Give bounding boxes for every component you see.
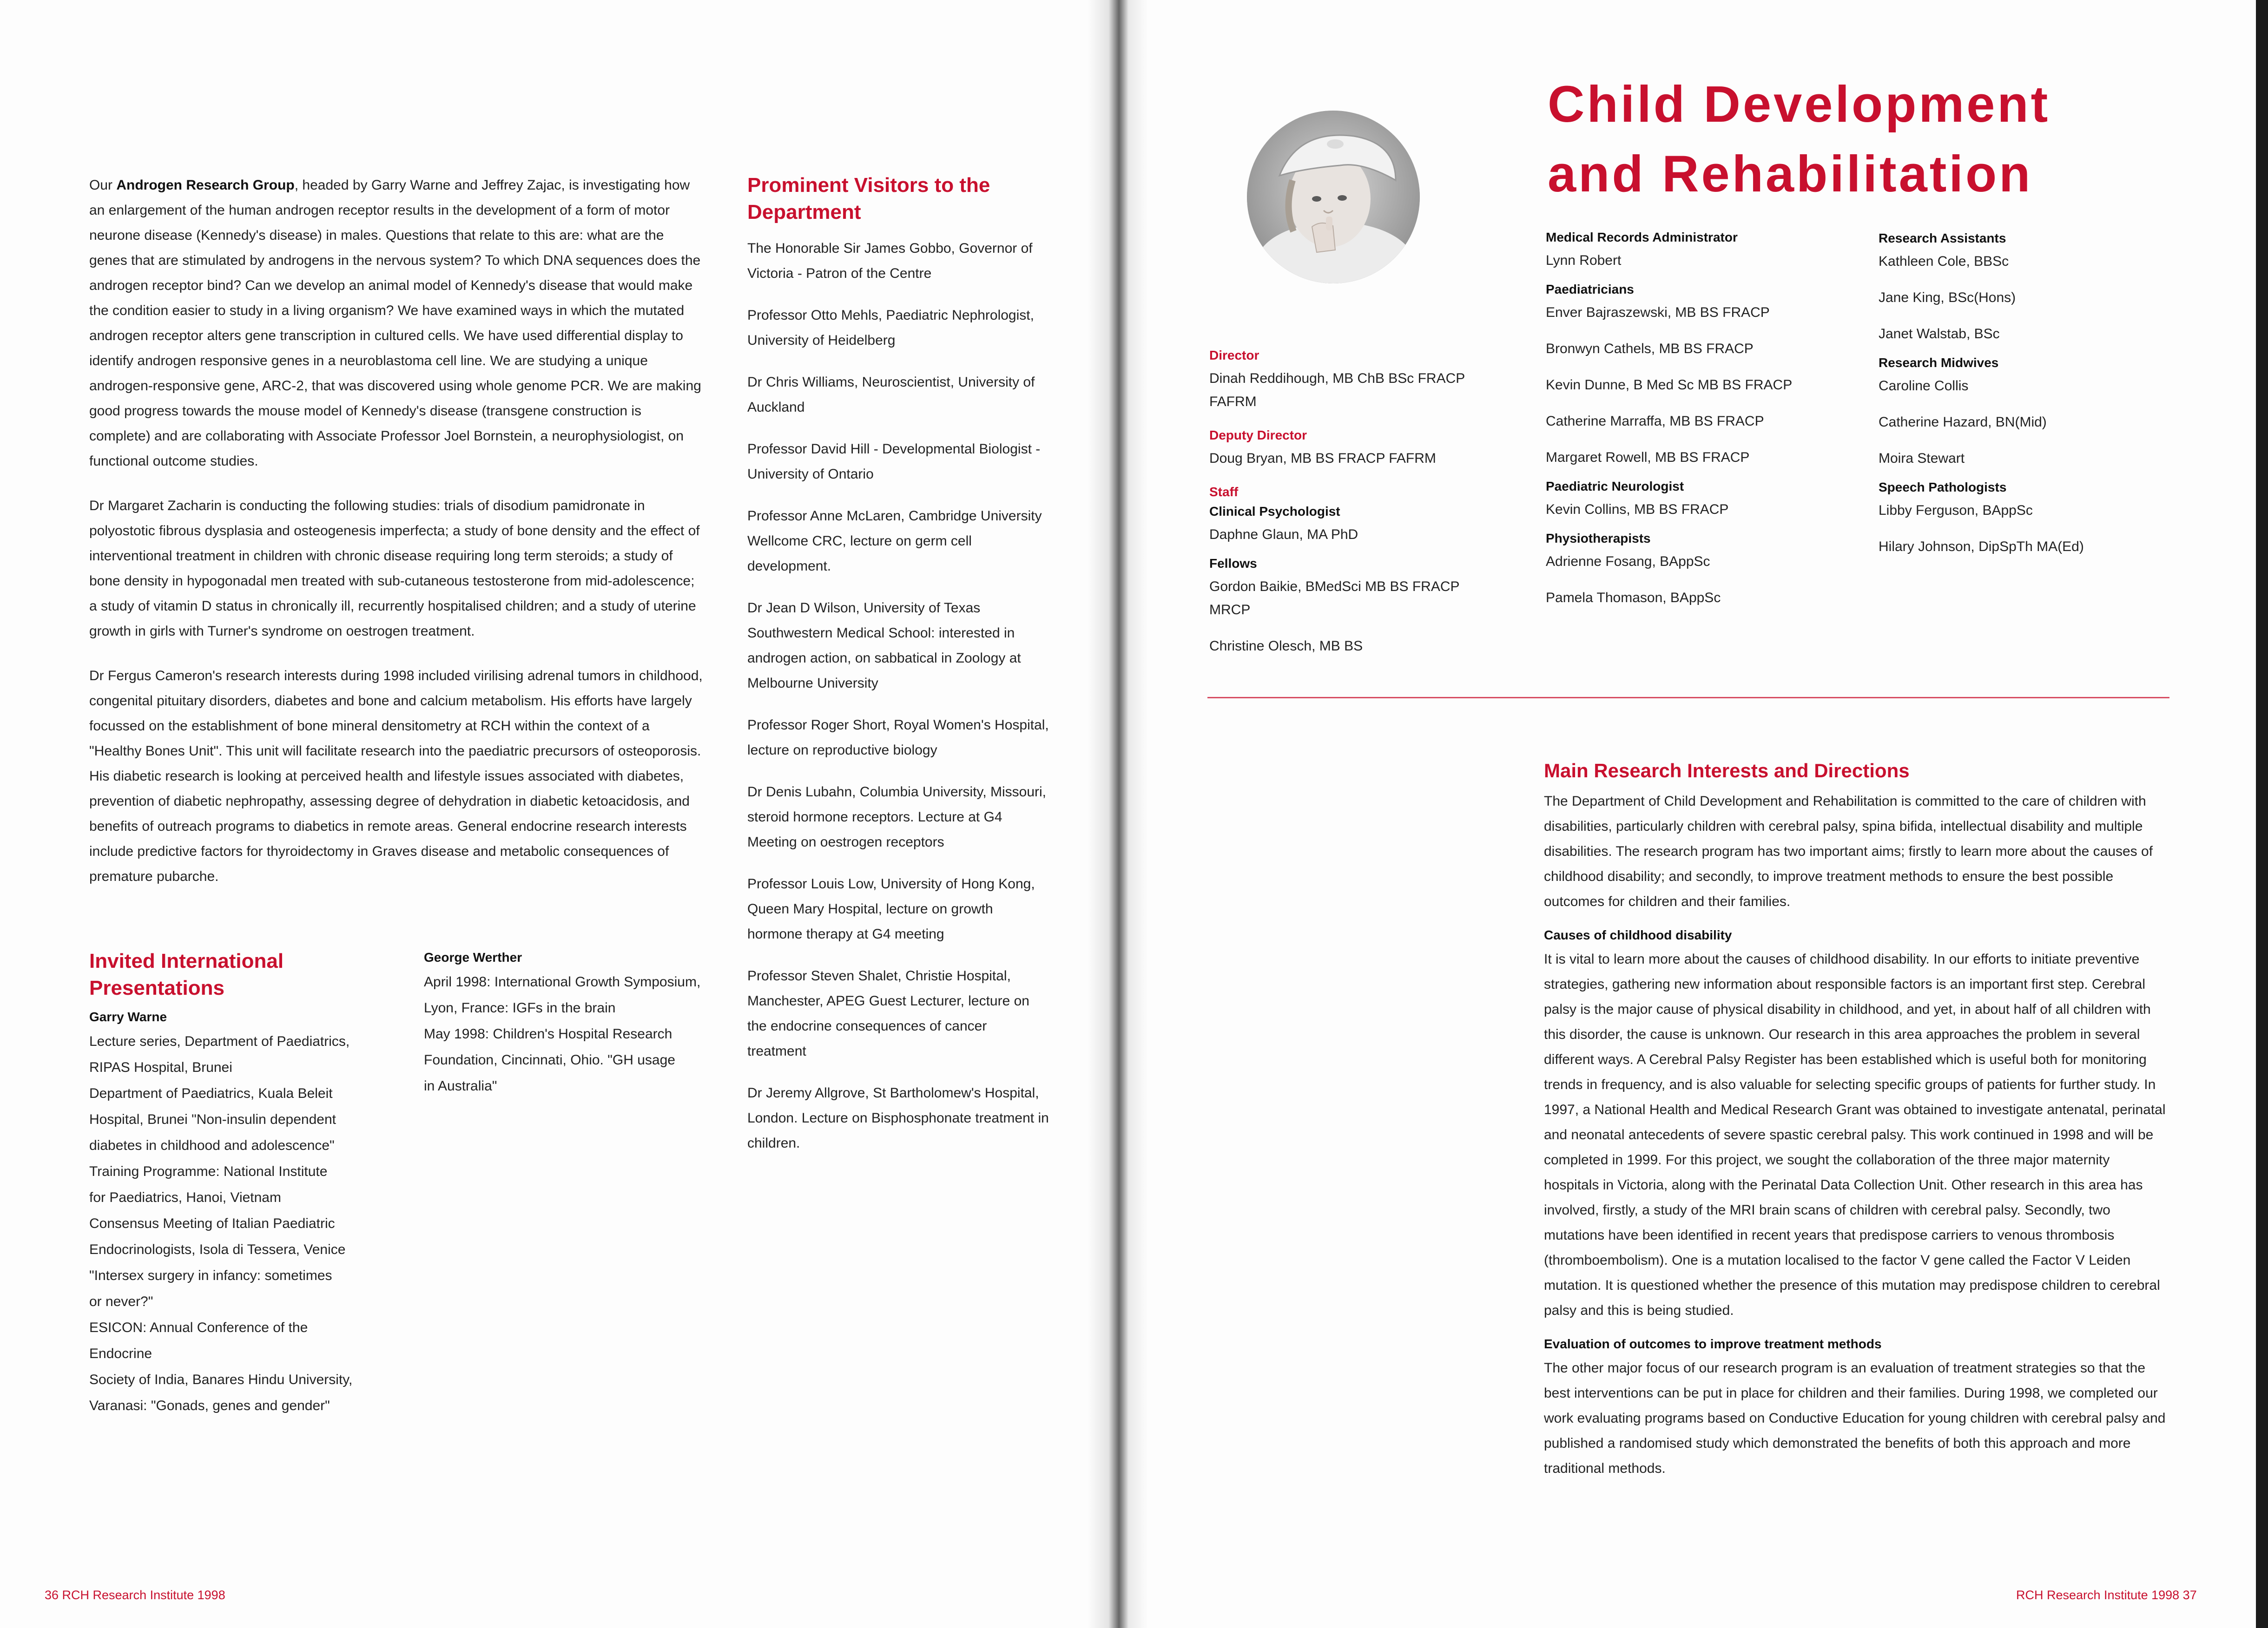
director-name: Dinah Reddihough, MB ChB BSc FRACP FAFRM: [1209, 371, 1465, 409]
garry-warne-list: [89, 1029, 368, 1419]
left-page-footer: 36 RCH Research Institute 1998: [45, 1588, 225, 1602]
fellow-name: Christine Olesch, MB BS: [1209, 638, 1363, 654]
list-item: Department of Paediatrics, Kuala Beleit: [89, 1086, 333, 1101]
list-item: for Paediatrics, Hanoi, Vietnam: [89, 1190, 281, 1205]
records-admin-label: Medical Records Administrator: [1546, 230, 1738, 244]
research-heading: Main Research Interests and Directions: [1544, 760, 1910, 781]
midwives-label: Research Midwives: [1879, 355, 1999, 370]
visitor-item: Dr Chris Williams, Neuroscientist, University of Auckland: [747, 374, 1035, 415]
fellow-name: Gordon Baikie, BMedSci MB BS FRACP MRCP: [1209, 579, 1459, 617]
scan-edge: [2256, 0, 2268, 1628]
cameron-paragraph: Dr Fergus Cameron's research interests during 1998 included virilising adrenal tumors in childhood, congenital pituitary disorders, diabetes and bone and calcium metabolism. His efforts have largely focussed on the establishment of bone mineral densitometry at RCH within the context of a "Healthy Bones Unit". This unit will facilitate research into the paediatric precursors of osteoporosis. His diabetic research is looking at perceived health and lifestyle issues associated with diabetes, prevention of diabetic nephropathy, assessing degree of dehydration in diabetic ketoacidosis, and benefits of outreach programs to diabetics in remote areas. General endocrine research interests include predictive factors for thyroidectomy in Graves disease and metabolic consequences of premature pubarche.: [89, 668, 703, 884]
invited-presentations: [89, 948, 368, 1419]
zacharin-paragraph: Dr Margaret Zacharin is conducting the following studies: trials of disodium pamidronate in polyostotic fibrous dysplasia and osteogenesis imperfecta; a study of bone density and the effect of interventional treatment in children with chronic disease requiring long term steroids; a study of bone density in hypogonadal men treated with sub-cutaneous testosterone from mid-adolescence; a study of vitamin D status in chronically ill, recurrently hospitalised children; and a study of uterine growth in girls with Turner's syndrome on oestrogen treatment.: [89, 498, 700, 639]
staff-column-3: [1879, 227, 2139, 558]
causes-text: It is vital to learn more about the causes of childhood disability. In our efforts to initiate preventive strategies, gathering new information about responsible factors is an important first step. Cerebral palsy is the major cause of physical disability in childhood, and yet, in about half of all children with this disorder, the cause is unknown. Our research in this area approaches the problem in several different ways. A Cerebral Palsy Register has been established which is useful both for monitoring trends in frequency, and is also valuable for selecting specific groups of patients for further study. In 1997, a National Health and Medical Research Grant was obtained to investigate antenatal, perinatal and neonatal antecedents of severe spastic cerebral palsy. This work continued in 1998 and will be completed in 1999. For this project, we sought the collaboration of the three major maternity hospitals in Victoria, along with the Perinatal Data Collection Unit. Other research in this area has involved, firstly, a study of the MRI brain scans of children with cerebral palsy. Secondly, two mutations have been identified in recent years that predispose carriers to venous thrombosis (thromboembolism). One is a mutation localised to the factor V gene called the Factor V Leiden mutation. It is questioned whether the presence of this mutation may predispose children to cerebral palsy and this is being studied.: [1544, 952, 2166, 1318]
staff-label: Staff: [1209, 485, 1239, 499]
paediatrician-name: Bronwyn Cathels, MB BS FRACP: [1546, 341, 1754, 356]
list-item: Lecture series, Department of Paediatrics,: [89, 1034, 350, 1049]
research-assistant-name: Janet Walstab, BSc: [1879, 326, 2000, 341]
list-item: Society of India, Banares Hindu University,: [89, 1372, 353, 1387]
list-item: Endocrinologists, Isola di Tessera, Venice: [89, 1242, 346, 1257]
right-page-footer: RCH Research Institute 1998 37: [2016, 1588, 2197, 1602]
visitor-item: Dr Denis Lubahn, Columbia University, Missouri, steroid hormone receptors. Lecture at G4 Meeting on oestrogen receptors: [747, 784, 1047, 850]
visitor-item: Professor Steven Shalet, Christie Hospital, Manchester, APEG Guest Lecturer, lecture on the endocrine consequences of cancer treatment: [747, 968, 1029, 1059]
list-item: Training Programme: National Institute: [89, 1164, 328, 1179]
visitor-item: Professor David Hill - Developmental Biologist - University of Ontario: [747, 441, 1041, 482]
research-assistant-name: Kathleen Cole, BBSc: [1879, 254, 2009, 269]
child-portrait-photo: [1247, 111, 1420, 283]
visitor-item: Professor Anne McLaren, Cambridge University Wellcome CRC, lecture on germ cell development.: [747, 508, 1042, 574]
paediatricians-label: Paediatricians: [1546, 282, 1634, 296]
list-item: diabetes in childhood and adolescence": [89, 1138, 335, 1153]
list-item: RIPAS Hospital, Brunei: [89, 1060, 232, 1075]
list-item: Hospital, Brunei "Non-insulin dependent: [89, 1112, 336, 1127]
causes-heading: Causes of childhood disability: [1544, 928, 1732, 942]
neurologist-label: Paediatric Neurologist: [1546, 479, 1684, 493]
director-label: Director: [1209, 348, 1259, 362]
staff-column-2: [1546, 226, 1843, 610]
list-item: Consensus Meeting of Italian Paediatric: [89, 1216, 335, 1231]
research-section: [1544, 757, 2167, 1501]
paediatrician-name: Catherine Marraffa, MB BS FRACP: [1546, 414, 1764, 429]
speech-pathologist-name: Libby Ferguson, BAppSc: [1879, 503, 2033, 518]
psychologist-label: Clinical Psychologist: [1209, 504, 1340, 519]
records-admin-name: Lynn Robert: [1546, 253, 1622, 268]
evaluation-heading: Evaluation of outcomes to improve treatment methods: [1544, 1337, 1882, 1351]
invited-heading: Invited International Presentations: [89, 950, 284, 999]
midwife-name: Catherine Hazard, BN(Mid): [1879, 414, 2047, 430]
para-lead: Our: [89, 177, 117, 193]
midwife-name: Moira Stewart: [1879, 451, 1965, 466]
paediatrician-name: Enver Bajraszewski, MB BS FRACP: [1546, 305, 1770, 320]
section-divider: [1207, 697, 2169, 698]
list-item: Varanasi: "Gonads, genes and gender": [89, 1398, 330, 1413]
paediatrician-name: Margaret Rowell, MB BS FRACP: [1546, 450, 1750, 465]
title-line-1: Child Development: [1548, 76, 2050, 133]
research-assistants-label: Research Assistants: [1879, 231, 2006, 245]
visitor-item: Professor Otto Mehls, Paediatric Nephrologist, University of Heidelberg: [747, 308, 1034, 348]
garry-warne-name: Garry Warne: [89, 1010, 167, 1024]
title-line-2: and Rehabilitation: [1548, 145, 2033, 203]
fellows-label: Fellows: [1209, 556, 1257, 571]
page-gutter: [1088, 0, 1148, 1628]
page-title: [1548, 70, 2050, 209]
deputy-director-name: Doug Bryan, MB BS FRACP FAFRM: [1209, 451, 1436, 466]
physiotherapist-name: Pamela Thomason, BAppSc: [1546, 590, 1721, 605]
physiotherapist-name: Adrienne Fosang, BAppSc: [1546, 554, 1710, 569]
list-item: April 1998: International Growth Symposium,: [424, 974, 701, 990]
portrait-illustration: [1247, 111, 1420, 283]
androgen-group-name: Androgen Research Group: [116, 177, 295, 193]
para-text: , headed by Garry Warne and Jeffrey Zajac, is investigating how an enlargement of the human androgen receptor results in the development of a form of motor neurone disease (Kennedy's disease) in males. Questions that relate to this are: what are the genes that are stimulated by androgens in the nervous system? To which DNA sequences does the androgen receptor bind? Can we develop an animal model of Kennedy's disease that would make the condition easier to study in a living organism? We have examined ways in which the mutated androgen receptor alters gene transcription in cultured cells. We have used differential display to identify androgen responsive genes in a neuroblastoma cell line. We are studying a unique androgen-responsive gene, ARC-2, that was discovered using whole genome PCR. We are making good progress towards the mouse model of Kennedy's disease (transgene construction is complete) and are collaborating with Associate Professor Joel Bornstein, a neurophysiologist, on functional outcome studies.: [89, 177, 701, 469]
george-werther-block: [424, 946, 712, 1099]
visitors-column: [747, 172, 1049, 1173]
visitor-item: Dr Jeremy Allgrove, St Bartholomew's Hospital, London. Lecture on Bisphosphonate treatment in children.: [747, 1085, 1049, 1151]
intro-text-column: [89, 173, 703, 909]
deputy-director-label: Deputy Director: [1209, 428, 1307, 442]
research-assistant-name: Jane King, BSc(Hons): [1879, 290, 2016, 305]
list-item: in Australia": [424, 1078, 497, 1094]
visitor-item: Professor Roger Short, Royal Women's Hospital, lecture on reproductive biology: [747, 717, 1049, 758]
list-item: ESICON: Annual Conference of the Endocrine: [89, 1320, 308, 1361]
list-item: Lyon, France: IGFs in the brain: [424, 1000, 616, 1016]
visitor-item: The Honorable Sir James Gobbo, Governor of Victoria - Patron of the Centre: [747, 241, 1033, 281]
george-werther-name: George Werther: [424, 950, 522, 965]
research-intro: The Department of Child Development and Rehabilitation is committed to the care of children with disabilities, particularly children with cerebral palsy, spina bifida, intellectual disability and multiple disabilities. The research program has two important aims; firstly to learn more about the causes of childhood disability; and secondly, to improve treatment methods to ensure the best possible outcomes for children and their families.: [1544, 794, 2153, 909]
list-item: or never?": [89, 1294, 153, 1309]
speech-pathologist-name: Hilary Johnson, DipSpTh MA(Ed): [1879, 539, 2084, 554]
psychologist-name: Daphne Glaun, MA PhD: [1209, 527, 1358, 542]
midwife-name: Caroline Collis: [1879, 378, 1969, 394]
staff-column-1: [1209, 344, 1497, 658]
list-item: "Intersex surgery in infancy: sometimes: [89, 1268, 332, 1283]
evaluation-text: The other major focus of our research program is an evaluation of treatment strategies so that the best interventions can be put in place for children and their families. During 1998, we completed our work evaluating programs based on Conductive Education for young children with cerebral palsy and published a randomised study which demonstrated the benefits of both this approach and more traditional methods.: [1544, 1360, 2166, 1476]
visitors-heading: Prominent Visitors to the Department: [747, 174, 990, 223]
androgen-paragraph: [89, 173, 703, 474]
left-page: [0, 0, 1115, 1628]
physiotherapists-label: Physiotherapists: [1546, 531, 1651, 545]
visitor-item: Dr Jean D Wilson, University of Texas Southwestern Medical School: interested in androgen action, on sabbatical in Zoology at Melbourne University: [747, 600, 1021, 691]
list-item: May 1998: Children's Hospital Research: [424, 1026, 672, 1042]
neurologist-name: Kevin Collins, MB BS FRACP: [1546, 502, 1729, 517]
list-item: Foundation, Cincinnati, Ohio. "GH usage: [424, 1052, 675, 1068]
paediatrician-name: Kevin Dunne, B Med Sc MB BS FRACP: [1546, 377, 1793, 393]
visitor-item: Professor Louis Low, University of Hong Kong, Queen Mary Hospital, lecture on growth hormone therapy at G4 meeting: [747, 876, 1035, 942]
speech-pathologists-label: Speech Pathologists: [1879, 480, 2007, 494]
